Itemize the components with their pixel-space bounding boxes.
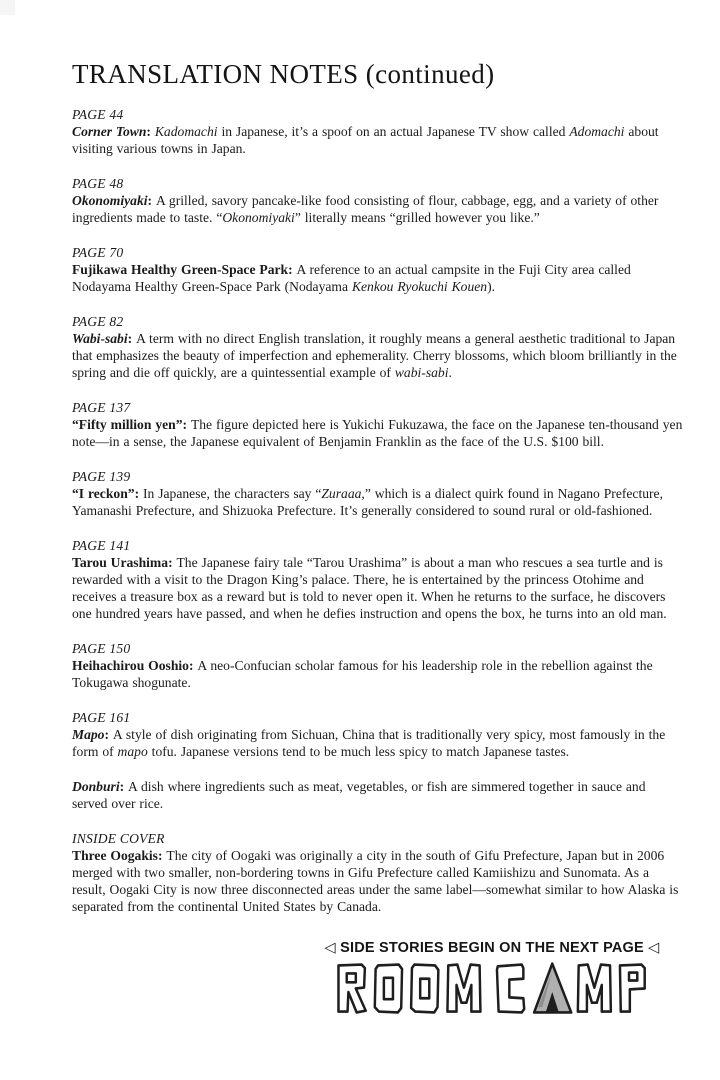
- notes-list: [72, 106, 684, 915]
- note-page-heading: PAGE 48: [72, 176, 124, 191]
- notes-content: [72, 58, 684, 933]
- note-paragraph: Donburi: A dish where ingredients such as meat, vegetables, or fish are simmered together in sauce and served over rice.: [72, 779, 646, 811]
- note-section: [72, 468, 684, 519]
- note-page-heading: PAGE 161: [72, 710, 131, 725]
- footer: [324, 940, 660, 1016]
- note-section: [72, 175, 684, 226]
- logo-letter-m: [578, 965, 611, 1012]
- note-paragraph: Fujikawa Healthy Green-Space Park: A reference to an actual campsite in the Fuji City area called Nodayama Healthy Green-Space Park (Nodayama Kenkou Ryokuchi Kouen).: [72, 262, 631, 294]
- note-page-heading: PAGE 150: [72, 641, 131, 656]
- note-paragraph: Corner Town: Kadomachi in Japanese, it’s a spoof on an actual Japanese TV show called Adomachi about visiting various towns in Japan.: [72, 124, 659, 156]
- note-section: [72, 244, 684, 295]
- logo-letter-o: [411, 965, 438, 1013]
- side-stories-banner: ◁ SIDE STORIES BEGIN ON THE NEXT PAGE ◁: [324, 940, 660, 956]
- note-page-heading: PAGE 137: [72, 400, 131, 415]
- note-section: [72, 709, 684, 760]
- note-section: [72, 537, 684, 622]
- scan-corner-artifact: [0, 0, 15, 15]
- note-paragraph: Wabi-sabi: A term with no direct English translation, it roughly means a general aesthetic traditional to Japan that emphasizes the beauty of imperfection and ephemerality. Cherry blossoms, which bloom brilliantly in the spring and die off quickly, are a quintessential example of wabi-sabi.: [72, 331, 677, 380]
- logo-letter-o: [375, 965, 402, 1013]
- logo-letter-c: [497, 965, 524, 1013]
- note-page-heading: PAGE 70: [72, 245, 124, 260]
- note-page-heading: PAGE 82: [72, 314, 124, 329]
- note-paragraph: “Fifty million yen”: The figure depicted here is Yukichi Fukuzawa, the face on the Japanese ten-thousand yen note—in a sense, the Japanese equivalent of Benjamin Franklin as the face of the U.S. $100 bill.: [72, 417, 683, 449]
- note-paragraph: Heihachirou Ooshio: A neo-Confucian scholar famous for his leadership role in the rebellion against the Tokugawa shogunate.: [72, 658, 653, 690]
- page-title: TRANSLATION NOTES (continued): [72, 59, 495, 89]
- logo-letter-r: [338, 965, 365, 1013]
- note-section: [72, 313, 684, 381]
- note-section: [72, 640, 684, 691]
- note-section: [72, 830, 684, 915]
- note-page-heading: PAGE 44: [72, 107, 124, 122]
- note-paragraph: Mapo: A style of dish originating from Sichuan, China that is traditionally very spicy, most famously in the form of mapo tofu. Japanese versions tend to be much less spicy to match Japanese tastes.: [72, 727, 666, 759]
- note-paragraph: Three Oogakis: The city of Oogaki was originally a city in the south of Gifu Prefecture, Japan but in 2006 merged with two smaller, non-bordering towns in Gifu Prefecture called Kamiishizu and Sunomata. As a result, Oogaki City is now three disconnected areas under the same label—somewhat similar to how Alaska is separated from the continental United States by Canada.: [72, 848, 679, 914]
- note-page-heading: PAGE 139: [72, 469, 131, 484]
- note-page-heading: INSIDE COVER: [72, 831, 165, 846]
- room-camp-logo: [336, 961, 648, 1016]
- note-paragraph: Okonomiyaki: A grilled, savory pancake-like food consisting of flour, cabbage, egg, and a variety of other ingredients made to taste. “Okonomiyaki” literally means “grilled however you like.”: [72, 193, 659, 225]
- note-page-heading: PAGE 141: [72, 538, 131, 553]
- logo-tent-icon: [534, 964, 571, 1013]
- note-paragraph: Tarou Urashima: The Japanese fairy tale “Tarou Urashima” is about a man who rescues a sea turtle and is rewarded with a visit to the Dragon King’s palace. There, he is entertained by the princess Otohime and receives a treasure box as a reward but is told to never open it. When he returns to the surface, he discovers one hundred years have passed, and when he defies instruction and opens the box, he turns into an old man.: [72, 555, 667, 621]
- note-paragraph: “I reckon”: In Japanese, the characters say “Zuraaa,” which is a dialect quirk found in Nagano Prefecture, Yamanashi Prefecture, and Shizuoka Prefecture. It’s generally considered to sound rural or old-fashioned.: [72, 486, 663, 518]
- note-section: [72, 106, 684, 157]
- logo-letter-p: [620, 965, 645, 1012]
- note-section: [72, 399, 684, 450]
- logo-letter-m: [447, 965, 480, 1012]
- note-section: [72, 778, 684, 812]
